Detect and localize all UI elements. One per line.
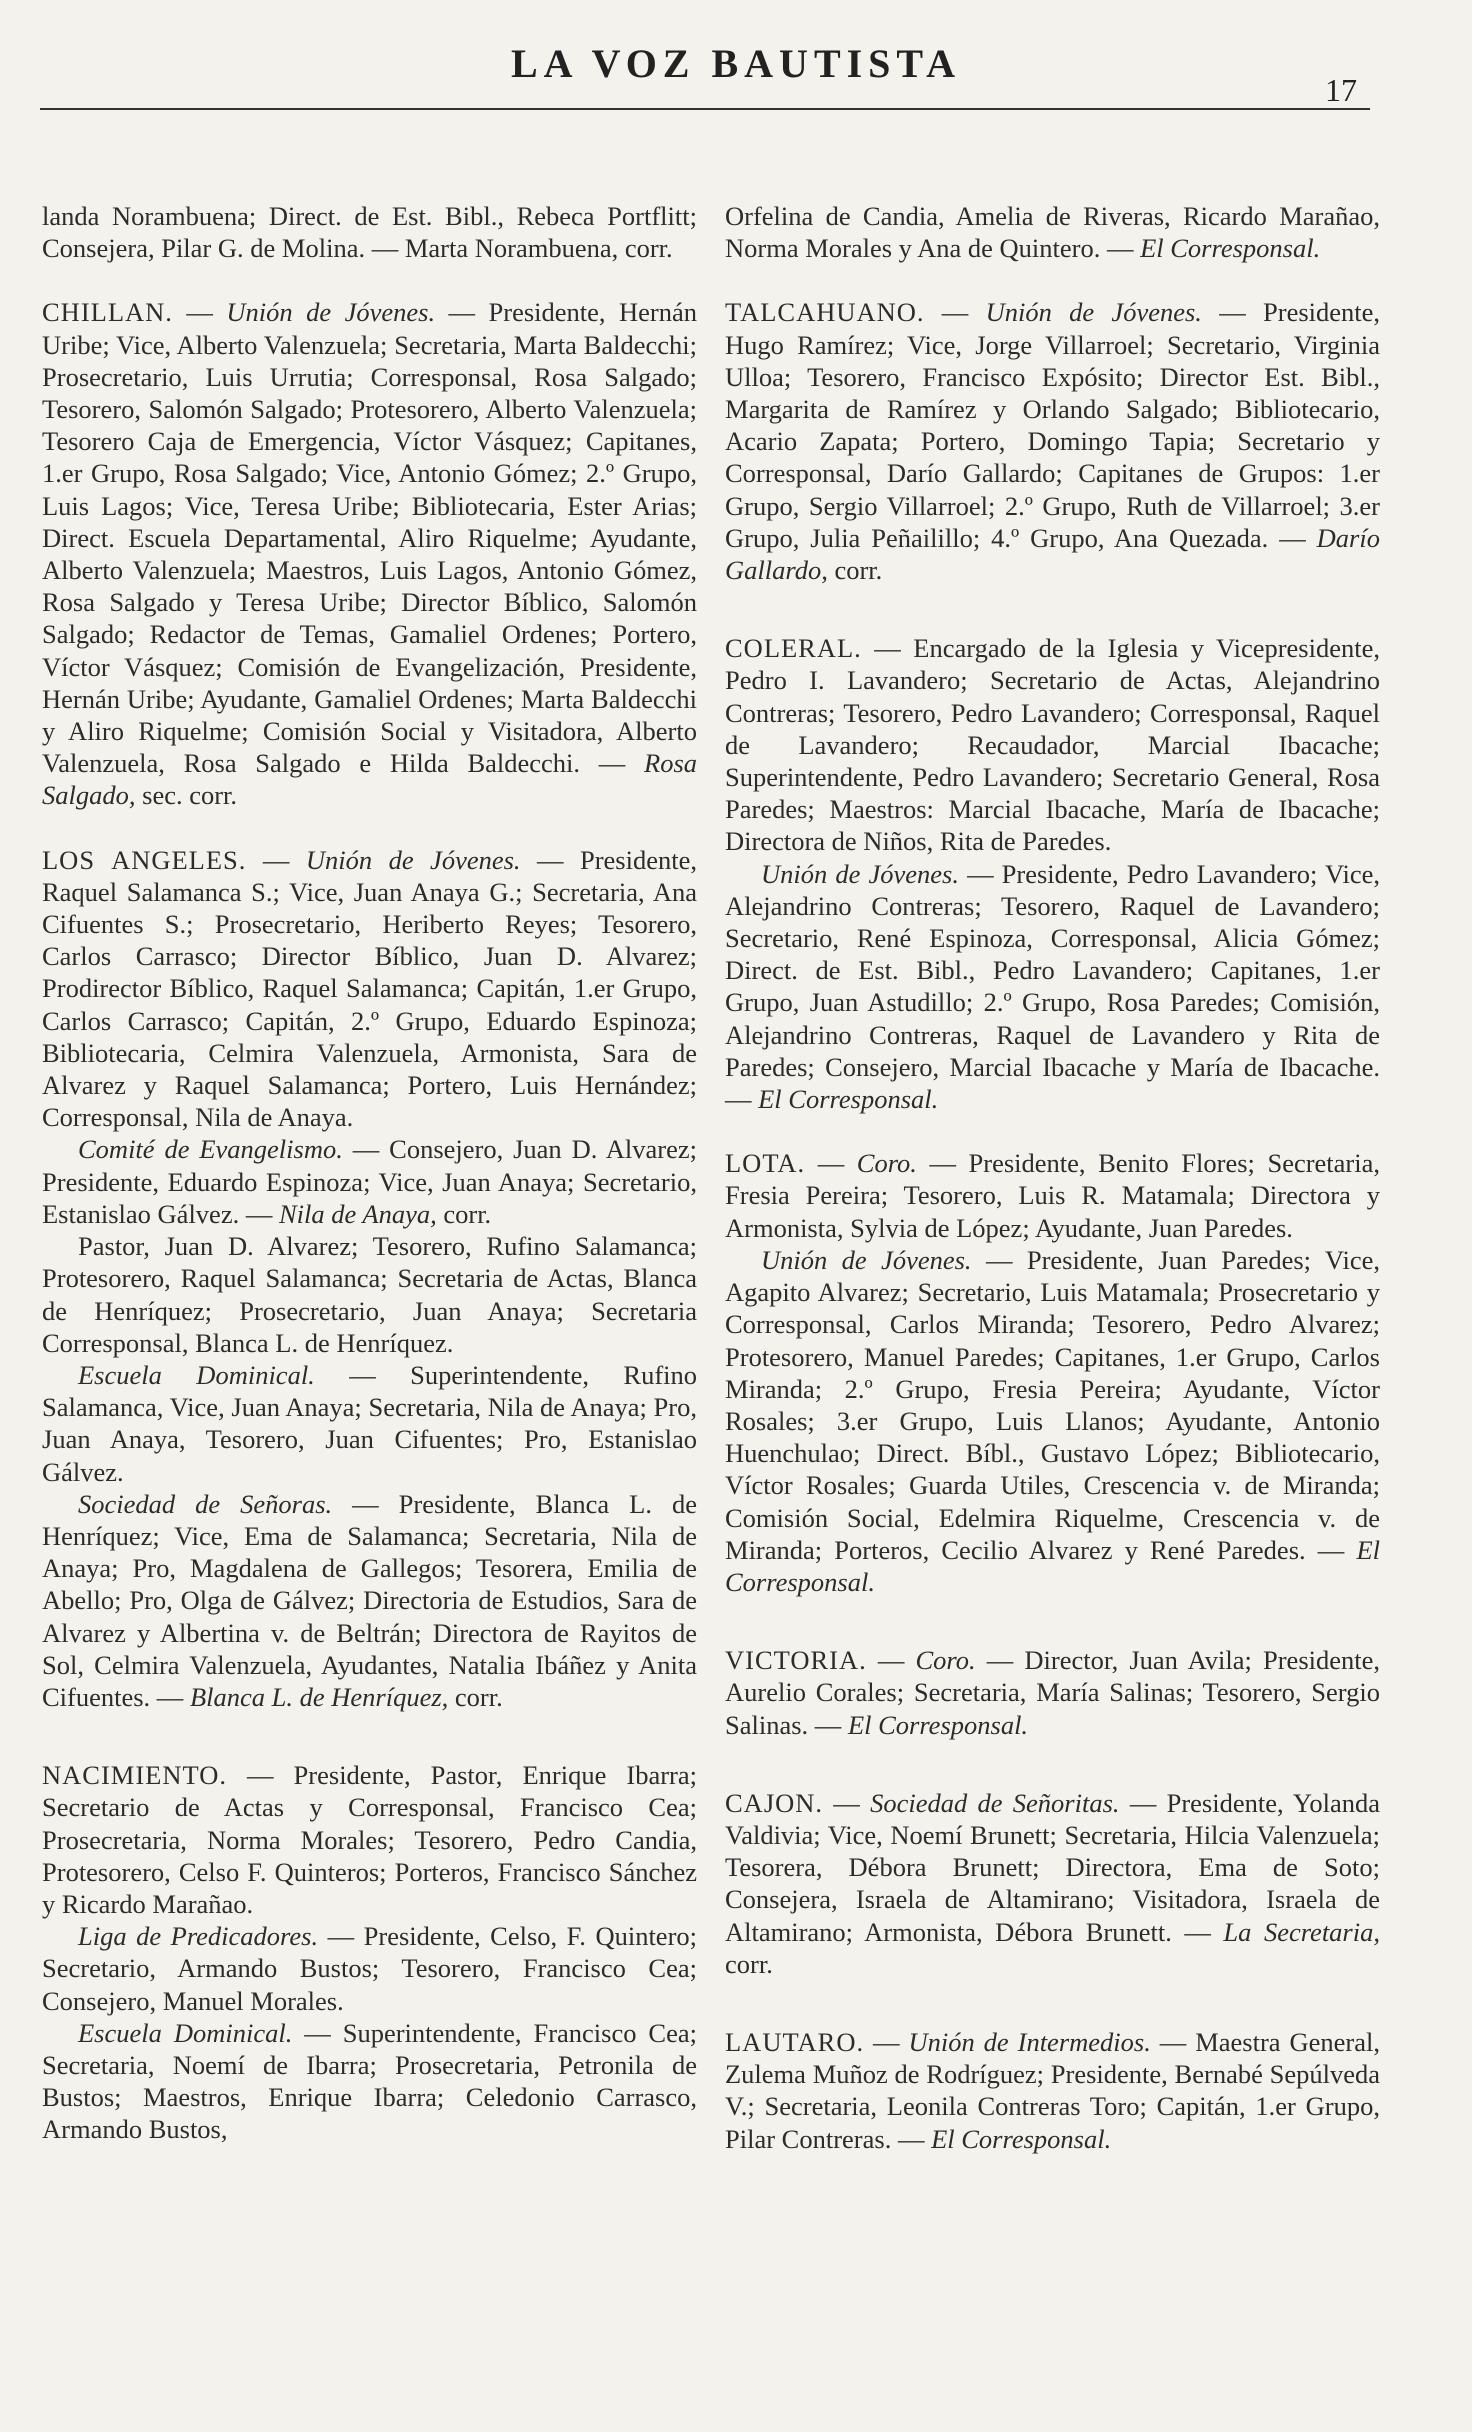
place-name: VICTORIA. [725, 1645, 867, 1676]
org-name: Coro. [915, 1645, 976, 1676]
org-name: Sociedad de Señoritas. [870, 1787, 1120, 1818]
journal-title: LA VOZ BAUTISTA [510, 41, 962, 86]
org-name: Comité de Evangelismo. [78, 1134, 343, 1165]
paragraph: Pastor, Juan D. Alvarez; Tesorero, Rufino Salamanca; Protesorero, Raquel Salamanca; Secretaria de Actas, Blanca de Henríquez; Prosecretario, Juan Anaya; Secretaria Corresponsal, Blanca L. de Henríquez. [42, 1231, 697, 1358]
paragraph: landa Norambuena; Direct. de Est. Bibl., Rebeca Portflitt; Consejera, Pilar G. de Molina. — Marta Norambuena, corr. [42, 201, 697, 264]
org-name: Unión de Jóvenes. [985, 297, 1202, 328]
right-column [725, 200, 1380, 2155]
section-chillan: CHILLAN. — Unión de Jóvenes. — Presidente, Hernán Uribe; Vice, Alberto Valenzuela; Secretaria, Marta Baldecchi; Prosecretario, Luis Urrutia; Corresponsal, Rosa Salgado; Tesorero, Salomón Salgado; Protesorero, Alberto Valenzuela; Tesorero Caja de Emergencia, Víctor Vásquez; Capitanes, 1.er Grupo, Rosa Salgado; Vice, Antonio Gómez; 2.º Grupo, Luis Lagos; Vice, Teresa Uribe; Bibliotecaria, Ester Arias; Direct. Escuela Departamental, Aliro Riquelme; Ayudante, Alberto Valenzuela; Maestros, Luis Lagos, Antonio Gómez, Rosa Salgado y Teresa Uribe; Director Bíblico, Salomón Salgado; Redactor de Temas, Gamaliel Ordenes; Portero, Víctor Vásquez; Comisión de Evangelización, Presidente, Hernán Uribe; Ayudante, Gamaliel Ordenes; Marta Baldecchi y Aliro Riquelme; Comisión Social y Visitadora, Alberto Valenzuela, Rosa Salgado e Hilda Baldecchi. — Rosa Salgado, sec. corr. [42, 297, 698, 811]
paragraph: Escuela Dominical. — Superintendente, Francisco Cea; Secretaria, Noemí de Ibarra; Prosecretaria, Petronila de Bustos; Maestros, Enrique Ibarra; Celedonio Carrasco, Armando Bustos, [42, 2017, 697, 2145]
paragraph: Unión de Jóvenes. — Presidente, Juan Paredes; Vice, Agapito Alvarez; Secretario, Luis Matamala; Prosecretario y Corresponsal, Carlos Miranda; Tesorero, Pedro Alvarez; Protesorero, Manuel Paredes; Capitanes, 1.er Grupo, Carlos Miranda; 2.º Grupo, Fresia Pereira; Ayudante, Víctor Rosales; 3.er Grupo, Luis Llanos; Ayudante, Antonio Huenchulao; Direct. Bíbl., Gustavo López; Bibliotecario, Víctor Rosales; Guarda Utiles, Crescencia v. de Miranda; Comisión Social, Edelmira Riquelme, Crescencia v. de Miranda; Porteros, Cecilio Alvarez y René Paredes. — El Corresponsal. [725, 1244, 1381, 1597]
org-name: Unión de Intermedios. [908, 2026, 1151, 2057]
section-lota: LOTA. — Coro. — Presidente, Benito Flores; Secretaria, Fresia Pereira; Tesorero, Luis R. Matamala; Directora y Armonista, Sylvia de López; Ayudante, Juan Paredes. [725, 1148, 1381, 1243]
place-name: TALCAHUANO. [725, 297, 925, 328]
signature: Rosa Salgado, [42, 748, 698, 811]
signature: El Corresponsal. [758, 1084, 939, 1115]
page-number: 17 [1325, 72, 1357, 108]
org-name: Unión de Jóvenes. [761, 1244, 972, 1275]
signature: El Corresponsal. [725, 1534, 1381, 1597]
signature: La Secretaria, [1223, 1916, 1380, 1947]
paragraph: Unión de Jóvenes. — Presidente, Pedro Lavandero; Vice, Alejandrino Contreras; Tesorero, Raquel de Lavandero; Secretario, René Espinoza, Corresponsal, Alicia Gómez; Direct. de Est. Bibl., Pedro Lavandero; Capitanes, 1.er Grupo, Juan Astudillo; 2.º Grupo, Rosa Paredes; Comisión, Alejandrino Contreras, Raquel de Lavandero y Rita de Paredes; Consejero, Marcial Ibacache y María de Ibacache. — El Corresponsal. [725, 858, 1381, 1115]
section-coleral: COLERAL. — Encargado de la Iglesia y Vicepresidente, Pedro I. Lavandero; Secretario de Actas, Alejandrino Contreras; Tesorero, Pedro Lavandero; Corresponsal, Raquel de Lavandero; Recaudador, Marcial Ibacache; Superintendente, Pedro Lavandero; Secretario General, Rosa Paredes; Maestros: Marcial Ibacache, María de Ibacache; Directora de Niños, Rita de Paredes. [725, 633, 1380, 857]
paragraph: Orfelina de Candia, Amelia de Riveras, Ricardo Marañao, Norma Morales y Ana de Quintero. — El Corresponsal. [725, 201, 1380, 264]
signature: Darío Gallardo, [725, 522, 1380, 586]
place-name: LOTA. [725, 1148, 806, 1179]
place-name: LOS ANGELES. [42, 844, 247, 875]
paragraph: Liga de Predicadores. — Presidente, Celso, F. Quintero; Secretario, Armando Bustos; Tesorero, Francisco Cea; Consejero, Manuel Morales. [42, 1921, 698, 2016]
signature: Blanca L. de Henríquez, [189, 1681, 449, 1712]
section-los-angeles: LOS ANGELES. — Unión de Jóvenes. — Presidente, Raquel Salamanca S.; Vice, Juan Anaya G.; Secretaria, Ana Cifuentes S.; Prosecretario, Heriberto Reyes; Tesorero, Carlos Carrasco; Director Bíblico, Juan D. Alvarez; Prodirector Bíblico, Raquel Salamanca; Capitán, 1.er Grupo, Carlos Carrasco; Capitán, 2.º Grupo, Eduardo Espinoza; Bibliotecaria, Celmira Valenzuela, Armonista, Sara de Alvarez y Raquel Salamanca; Portero, Luis Hernández; Corresponsal, Nila de Anaya. [42, 844, 697, 1133]
page-header [0, 0, 1472, 130]
org-name: Liga de Predicadores. [78, 1921, 319, 1952]
signature: El Corresponsal. [1140, 233, 1321, 264]
section-talcahuano: TALCAHUANO. — Unión de Jóvenes. — Presidente, Hugo Ramírez; Vice, Jorge Villarroel; Secretario, Virginia Ulloa; Tesorero, Francisco Expósito; Director Est. Bibl., Margarita de Ramírez y Orlando Salgado; Bibliotecario, Acario Zapata; Portero, Domingo Tapia; Secretario y Corresponsal, Darío Gallardo; Capitanes de Grupos: 1.er Grupo, Sergio Villarroel; 2.º Grupo, Ruth de Villarroel; 3.er Grupo, Julia Peñailillo; 4.º Grupo, Ana Quezada. — Darío Gallardo, corr. [725, 297, 1381, 586]
place-name: NACIMIENTO. [42, 1760, 227, 1791]
org-name: Unión de Jóvenes. [305, 844, 521, 875]
header-rule [40, 108, 1370, 110]
org-name: Unión de Jóvenes. [226, 297, 436, 328]
left-column [42, 200, 697, 2146]
org-name: Coro. [856, 1148, 917, 1179]
org-name: Escuela Dominical. [78, 2017, 293, 2048]
signature: Nila de Anaya, [278, 1198, 437, 1229]
signature: El Corresponsal. [847, 1709, 1029, 1740]
place-name: CAJON. [725, 1787, 824, 1818]
section-lautaro: LAUTARO. — Unión de Intermedios. — Maestra General, Zulema Muñoz de Rodríguez; Presidente, Bernabé Sepúlveda V.; Secretaria, Leonila Contreras Toro; Capitán, 1.er Grupo, Pilar Contreras. — El Corresponsal. [725, 2026, 1380, 2154]
org-name: Sociedad de Señoras. [78, 1488, 333, 1519]
org-name: Unión de Jóvenes. [761, 858, 959, 889]
org-name: Escuela Dominical. [78, 1359, 315, 1390]
section-nacimiento: NACIMIENTO. — Presidente, Pastor, Enrique Ibarra; Secretario de Actas y Corresponsal, Francisco Cea; Prosecretaria, Norma Morales; Tesorero, Pedro Candia, Protesorero, Celso F. Quinteros; Porteros, Francisco Sánchez y Ricardo Marañao. [42, 1760, 698, 1919]
place-name: CHILLAN. [42, 297, 173, 328]
section-victoria: VICTORIA. — Coro. — Director, Juan Avila; Presidente, Aurelio Corales; Secretaria, María Salinas; Tesorero, Sergio Salinas. — El Corresponsal. [725, 1645, 1381, 1740]
section-cajon: CAJON. — Sociedad de Señoritas. — Presidente, Yolanda Valdivia; Vice, Noemí Brunett; Secretaria, Hilcia Valenzuela; Tesorera, Débora Brunett; Directora, Ema de Soto; Consejera, Israela de Altamirano; Visitadora, Israela de Altamirano; Armonista, Débora Brunett. — La Secretaria, corr. [725, 1787, 1381, 1979]
paragraph: Escuela Dominical. — Superintendente, Rufino Salamanca, Vice, Juan Anaya; Secretaria, Nila de Anaya; Pro, Juan Anaya, Tesorero, Juan Cifuentes; Pro, Estanislao Gálvez. [42, 1359, 698, 1487]
place-name: LAUTARO. [725, 2026, 865, 2057]
paragraph: Sociedad de Señoras. — Presidente, Blanca L. de Henríquez; Vice, Ema de Salamanca; Secretaria, Nila de Anaya; Pro, Magdalena de Gallegos; Tesorera, Emilia de Abello; Pro, Olga de Gálvez; Directoria de Estudios, Sara de Alvarez y Albertina v. de Beltrán; Directora de Rayitos de Sol, Celmira Valenzuela, Ayudantes, Natalia Ibáñez y Anita Cifuentes. — Blanca L. de Henríquez, corr. [42, 1488, 697, 1712]
place-name: COLERAL. [725, 633, 862, 664]
paragraph: Comité de Evangelismo. — Consejero, Juan D. Alvarez; Presidente, Eduardo Espinoza; Vice, Juan Anaya; Secretario, Estanislao Gálvez. — Nila de Anaya, corr. [42, 1134, 697, 1229]
signature: El Corresponsal. [931, 2123, 1112, 2154]
